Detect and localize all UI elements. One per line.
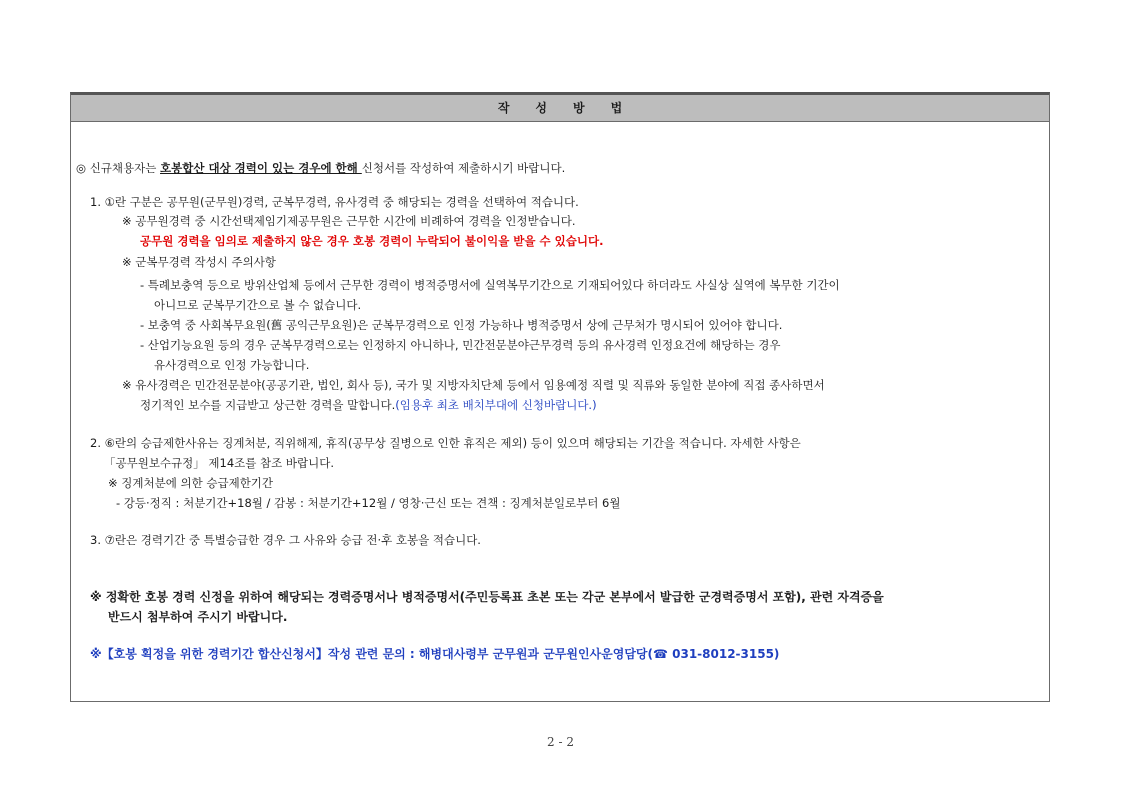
intro-line [76, 160, 565, 176]
section1-line4: ※ 군복무경력 작성시 주의사항 [122, 255, 276, 269]
intro-pre: 신규채용자는 [89, 161, 161, 175]
notice-line1: ※ 정확한 호봉 경력 신정을 위하여 해당되는 경력증명서나 병적증명서(주민등록표 초본 또는 각군 본부에서 발급한 군경력증명서 포함), 관련 자격증을 [90, 590, 884, 604]
section1-warning: 공무원 경력을 임의로 제출하지 않은 경우 호봉 경력이 누락되어 불이익을 받을 수 있습니다. [140, 234, 604, 248]
section1-line11-text: 정기적인 보수를 지급받고 상근한 경력을 말합니다. [140, 398, 396, 412]
section1-line6: 아니므로 군복무기간으로 볼 수 없습니다. [154, 298, 362, 312]
intro-mark: ◎ [76, 161, 87, 175]
section2-line3: ※ 징계처분에 의한 승급제한기간 [108, 476, 274, 490]
section1-line5: - 특례보충역 등으로 방위산업체 등에서 근무한 경력이 병적증명서에 실역복무기간으로 기재되어있다 하더라도 사실상 실역에 복무한 기간이 [140, 278, 840, 292]
section-header: 작성방법 [71, 95, 1049, 122]
section1-line11 [140, 397, 597, 413]
page-number: 2 - 2 [547, 735, 574, 749]
section1-line9: 유사경력으로 인정 가능합니다. [154, 358, 310, 372]
section1-line8: - 산업기능요원 등의 경우 군복무경력으로는 인정하지 아니하나, 민간전문분야근무경력 등의 유사경력 인정요건에 해당하는 경우 [140, 338, 781, 352]
section2-line1: 2. ⑥란의 승급제한사유는 징계처분, 직위해제, 휴직(공무상 질병으로 인한 휴직은 제외) 등이 있으며 해당되는 기간을 적습니다. 자세한 사항은 [90, 436, 801, 450]
section1-line7: - 보충역 중 사회복무요원(舊 공익근무요원)은 군복무경력으로 인정 가능하나 병적증명서 상에 근무처가 명시되어 있어야 합니다. [140, 318, 783, 332]
section1-line11-note: (임용후 최초 배치부대에 신청바랍니다.) [395, 398, 597, 412]
contact-line: ※【호봉 획정을 위한 경력기간 합산신청서】작성 관련 문의 : 해병대사령부 군무원과 군무원인사운영담당(☎ 031-8012-3155) [90, 647, 780, 661]
intro-post: 신청서를 작성하여 제출하시기 바랍니다. [361, 161, 566, 175]
notice-line2: 반드시 첨부하여 주시기 바랍니다. [108, 610, 288, 624]
section1-line1: 1. ①란 구분은 공무원(군무원)경력, 군복무경력, 유사경력 중 해당되는 경력을 선택하여 적습니다. [90, 195, 579, 209]
intro-emphasis: 호봉합산 대상 경력이 있는 경우에 한해 [160, 161, 362, 175]
section2-line2: 「공무원보수규정」 제14조를 참조 바랍니다. [104, 456, 334, 470]
section1-line2: ※ 공무원경력 중 시간선택제임기제공무원은 근무한 시간에 비례하여 경력을 인정받습니다. [122, 214, 576, 228]
section3-line1: 3. ⑦란은 경력기간 중 특별승급한 경우 그 사유와 승급 전·후 호봉을 적습니다. [90, 533, 481, 547]
section1-line10: ※ 유사경력은 민간전문분야(공공기관, 법인, 회사 등), 국가 및 지방자치단체 등에서 임용예정 직렬 및 직류와 동일한 분야에 직접 종사하면서 [122, 378, 825, 392]
section2-line4: - 강등·정직 : 처분기간+18월 / 감봉 : 처분기간+12월 / 영창·근신 또는 견책 : 징계처분일로부터 6월 [116, 496, 621, 510]
